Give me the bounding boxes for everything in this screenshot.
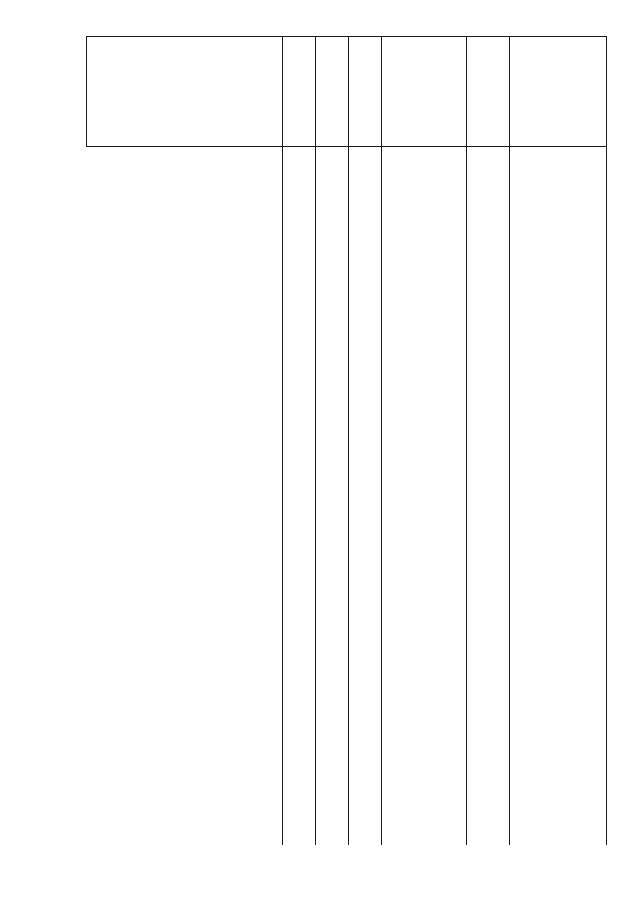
header-celevaya <box>418 43 432 135</box>
header-podrazdel <box>358 49 372 129</box>
col-border-grp <box>509 36 510 845</box>
col-border-right <box>606 36 607 845</box>
header-vedomstvo <box>291 49 305 129</box>
col-border-cel <box>466 36 467 845</box>
table-top-border <box>86 36 607 37</box>
col-border-ved <box>315 36 316 845</box>
col-border-razdel <box>348 36 349 845</box>
col-border-podrazdel <box>381 36 382 845</box>
header-gruppa <box>473 44 501 136</box>
header-razdel <box>325 49 339 129</box>
col-border-left <box>86 36 87 147</box>
col-border-name <box>282 36 283 845</box>
header-bottom-border <box>86 146 607 147</box>
